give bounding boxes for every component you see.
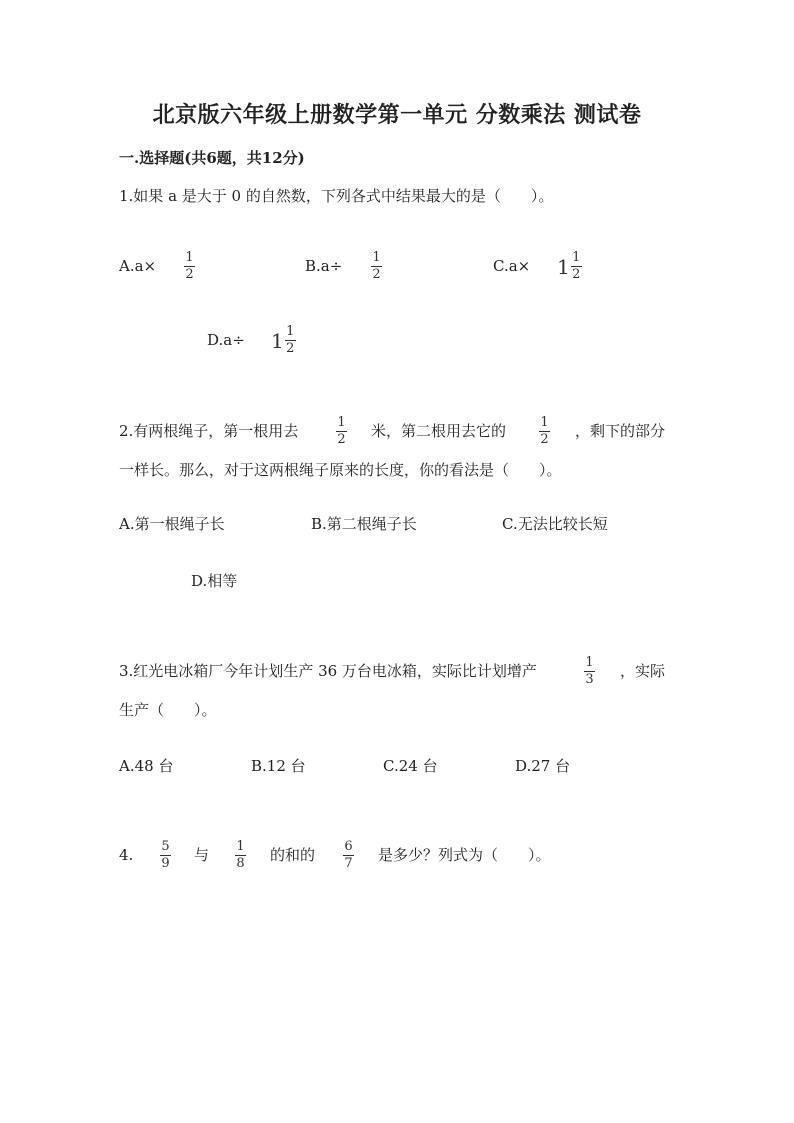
q3-option-c: C.24 台 xyxy=(383,757,438,775)
question-4-number: 4. xyxy=(119,846,134,864)
page-title: 北京版六年级上册数学第一单元 分数乘法 测试卷 xyxy=(152,102,642,128)
question-2-fraction-2 xyxy=(539,416,550,447)
question-4-fraction-1 xyxy=(160,840,171,871)
q2-option-d: D.相等 xyxy=(191,572,238,590)
question-2-fraction-1 xyxy=(336,416,347,447)
question-4-fraction-3 xyxy=(343,840,354,871)
fraction-numerator: 1 xyxy=(236,839,245,854)
question-4-tail: 是多少？列式为（ ）。 xyxy=(378,846,551,864)
fraction-denominator: 8 xyxy=(236,856,245,871)
fraction-numerator: 1 xyxy=(540,415,549,430)
fraction-denominator: 2 xyxy=(540,432,549,447)
question-2-line-2: 一样长。那么，对于这两根绳子原来的长度，你的看法是（ ）。 xyxy=(119,461,562,479)
question-1-text: 1.如果 a 是大于 0 的自然数，下列各式中结果最大的是（ ）。 xyxy=(119,187,554,205)
q3-option-d: D.27 台 xyxy=(515,757,571,775)
fraction-denominator: 9 xyxy=(161,856,170,871)
q1-option-a-fraction xyxy=(184,251,195,282)
q1-option-b-fraction xyxy=(371,251,382,282)
fraction-denominator: 7 xyxy=(344,856,353,871)
q1-option-d-mixed-number xyxy=(271,325,296,356)
fraction-numerator: 1 xyxy=(286,324,295,339)
fraction-denominator: 2 xyxy=(185,267,194,282)
question-3-line-2: 生产（ ）。 xyxy=(119,701,217,719)
question-3-fraction xyxy=(584,656,595,687)
q2-option-c: C.无法比较长短 xyxy=(502,515,608,533)
fraction-numerator: 6 xyxy=(344,839,353,854)
fraction-numerator: 1 xyxy=(337,415,346,430)
fraction-numerator: 1 xyxy=(572,250,581,265)
q1-option-c-label: C.a× xyxy=(493,257,531,275)
fraction-numerator: 5 xyxy=(161,839,170,854)
fraction-denominator: 2 xyxy=(337,432,346,447)
mixed-whole: 1 xyxy=(271,328,284,353)
fraction-numerator: 1 xyxy=(185,250,194,265)
question-2-part-3: ，剩下的部分 xyxy=(575,422,666,440)
q1-option-d-label: D.a÷ xyxy=(207,331,245,349)
fraction-denominator: 2 xyxy=(286,341,295,356)
mixed-whole: 1 xyxy=(557,254,570,279)
question-4-fraction-2 xyxy=(235,840,246,871)
fraction-numerator: 1 xyxy=(585,655,594,670)
q2-option-a: A.第一根绳子长 xyxy=(119,515,225,533)
question-2-part-1: 2.有两根绳子，第一根用去 xyxy=(119,422,299,440)
question-3-part-2: ，实际 xyxy=(620,662,666,680)
question-3-part-1: 3.红光电冰箱厂今年计划生产 36 万台电冰箱，实际比计划增产 xyxy=(119,662,537,680)
section-heading: 一.选择题(共6题，共12分) xyxy=(119,149,305,167)
fraction-denominator: 2 xyxy=(372,267,381,282)
fraction-denominator: 3 xyxy=(585,672,594,687)
fraction-denominator: 2 xyxy=(572,267,581,282)
q3-option-b: B.12 台 xyxy=(251,757,306,775)
q3-option-a: A.48 台 xyxy=(119,757,174,775)
question-4-word-2: 的和的 xyxy=(270,846,316,864)
mixed-fraction xyxy=(285,325,296,356)
q1-option-a-label: A.a× xyxy=(119,257,157,275)
question-4-word-1: 与 xyxy=(194,846,210,864)
mixed-fraction xyxy=(571,251,582,282)
q2-option-b: B.第二根绳子长 xyxy=(311,515,417,533)
fraction-numerator: 1 xyxy=(372,250,381,265)
q1-option-c-mixed-number xyxy=(557,251,582,282)
question-2-part-2: 米，第二根用去它的 xyxy=(371,422,507,440)
q1-option-b-label: B.a÷ xyxy=(305,257,343,275)
